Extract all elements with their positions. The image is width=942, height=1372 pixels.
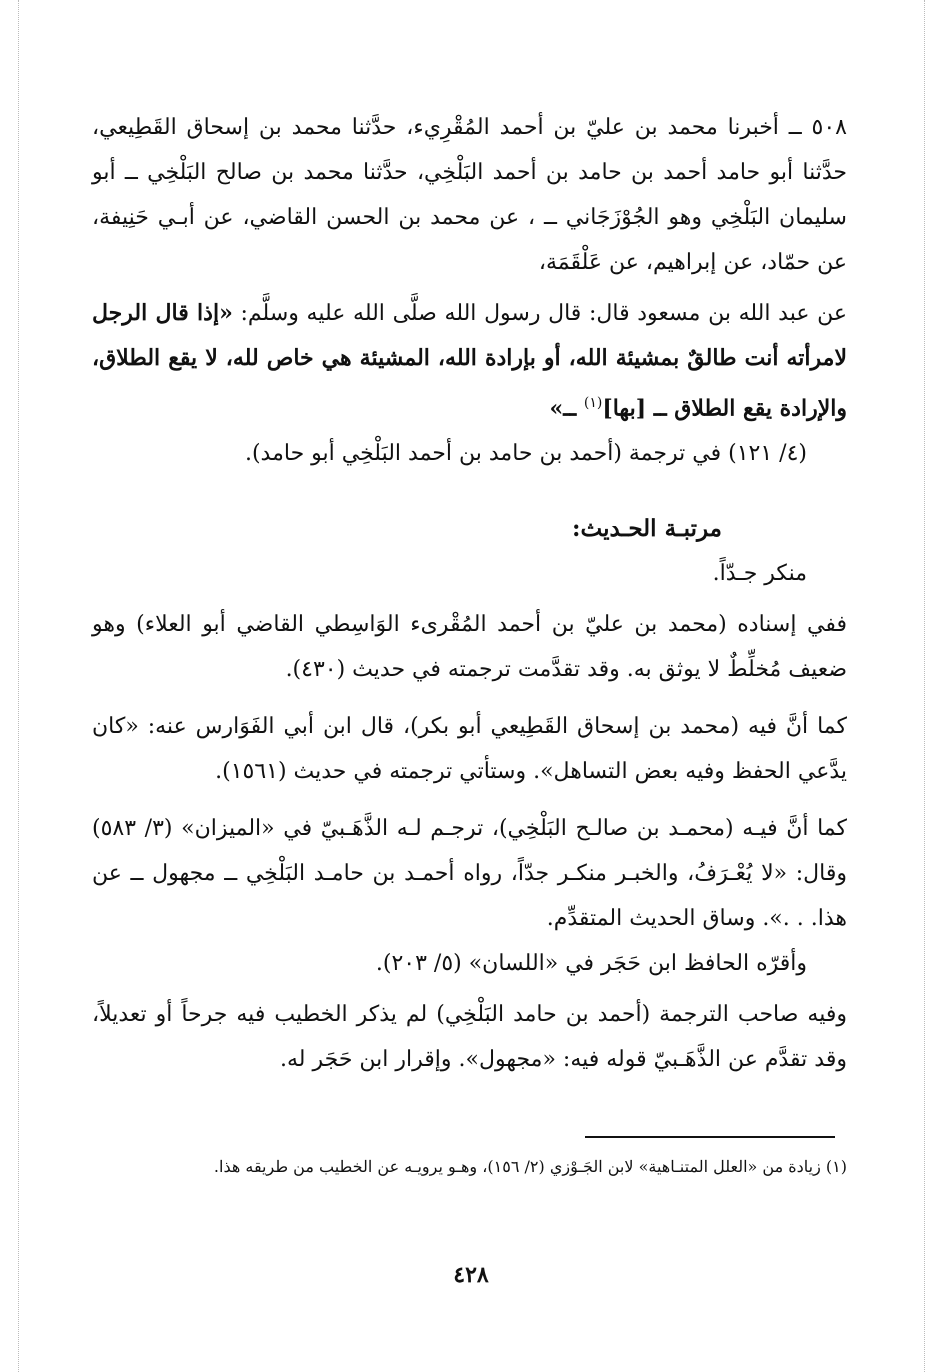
hadith-matn-bold: «إذا قال الرجل لامرأته أنت طالقٌ بمشيئة الله، أو بإرادة الله، المشيئة هي خاص لله، لا يقع الطلاق، والإرادة يقع الطلاق ــ [بها] bbox=[92, 300, 847, 422]
page-number: ٤٢٨ bbox=[453, 1262, 489, 1288]
grading-verdict: منكر جـدّاً. bbox=[712, 561, 807, 587]
grading-paragraph-1: ففي إسناده (محمد بن عليّ بن أحمد المُقْرىء الوَاسِطي القاضي أبو العلاء) وهو ضعيف مُخلِّطٌ لا يوثق به. وقد تقدَّمت ترجمته في حديث (٤٣٠). bbox=[92, 612, 847, 683]
grading-paragraph-3: كما أنَّ فيـه (محمـد بن صالـح البَلْخِي)، ترجـم لـه الذَّهَـبيّ في «الميزان» (٣/ ٥٨٣) وقال: «لا يُعْـرَفُ، والخبـر منكـر جدّاً، رواه أحمـد بن حامـد البَلْخِي ــ مجهول ــ عن هذا. . .». وساق الحديث المتقدِّم. bbox=[92, 816, 847, 932]
hadith-matn-end: ــ» bbox=[549, 395, 584, 422]
grading-paragraph-2: كما أنَّ فيه (محمد بن إسحاق القَطِيعي أبو بكر)، قال ابن أبي الفَوَارس عنه: «كان يدَّعي الحفظ وفيه بعض التساهل». وستأتي ترجمته في حديث (١٥٦١). bbox=[92, 714, 847, 785]
hadith-isnad: ٥٠٨ ــ أخبرنا محمد بن عليّ بن أحمد المُقْرِيء، حدَّثنا محمد بن إسحاق القَطِيعي، حدَّثنا أبو حامد أحمد بن حامد بن أحمد البَلْخِي، حدَّثنا محمد بن صالح البَلْخِي ــ أبو سليمان البَلْخِي وهو الجُوْزَجَاني ــ ، عن محمد بن الحسن القاضي، عن أبـي حَنِيفة، عن حمّاد، عن إبراهيم، عن عَلْقَمَة، bbox=[92, 115, 847, 275]
main-text-column bbox=[92, 105, 847, 1082]
grading-heading: مرتبـة الحـديث: bbox=[572, 515, 722, 543]
hadith-matn bbox=[92, 291, 847, 431]
footnote-reference[interactable]: (١) bbox=[583, 395, 603, 411]
grading-paragraph-5: وفيه صاحب الترجمة (أحمد بن حامد البَلْخِي) لم يذكر الخطيب فيه جرحاً أو تعديلاً، وقد تقدَّم عن الذَّهَـبيّ قوله فيه: «مجهول». وإقرار ابن حَجَر له. bbox=[92, 1002, 847, 1073]
grading-paragraph-4: وأقرّه الحافظ ابن حَجَر في «اللسان» (٥/ ٢٠٣). bbox=[375, 951, 807, 977]
left-margin-dotted-line bbox=[18, 0, 19, 1372]
hadith-matn-intro: عن عبد الله بن مسعود قال: قال رسول الله صلَّى الله عليه وسلَّم: bbox=[232, 301, 847, 326]
hadith-source: (٤/ ١٢١) في ترجمة (أحمد بن حامد بن أحمد البَلْخِي أبو حامد). bbox=[244, 441, 807, 467]
right-margin-dotted-line bbox=[924, 0, 925, 1372]
footnotes-section bbox=[92, 1148, 847, 1185]
footnote-separator bbox=[585, 1136, 835, 1138]
footnote-1: (١) زيادة من «العلل المتنـاهية» لابن الجَـوْزي (٢/ ١٥٦)، وهـو يرويـه عن الخطيب من طريقه هذا. bbox=[213, 1157, 847, 1176]
